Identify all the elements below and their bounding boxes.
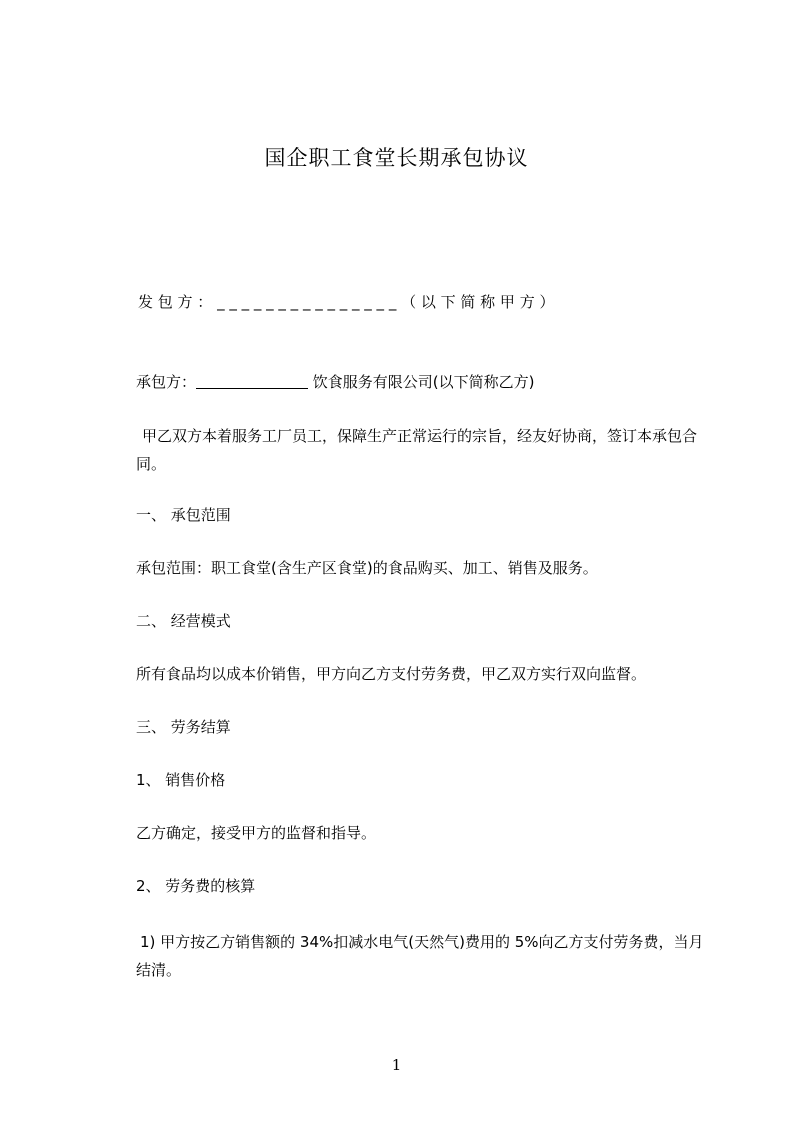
page-number: 1 <box>391 1056 402 1074</box>
party-a-line: 发 包 方 ： _ _ _ _ _ _ _ _ _ _ _ _ _ _ _ （ 以 下 简 称 甲 方 ） <box>138 293 555 311</box>
party-b-prefix: 承包方： <box>136 373 197 391</box>
section3-heading: 三、 劳务结算 <box>136 718 231 736</box>
item1-heading: 1、 销售价格 <box>136 771 226 789</box>
section2-body: 所有食品均以成本价销售，甲方向乙方支付劳务费，甲乙双方实行双向监督。 <box>136 665 647 683</box>
party-b-line <box>136 372 535 392</box>
section1-body: 承包范围：职工食堂(含生产区食堂)的食品购买、加工、销售及服务。 <box>136 559 598 577</box>
party-b-blank <box>196 374 308 389</box>
item1-body: 乙方确定，接受甲方的监督和指导。 <box>136 824 377 842</box>
intro-paragraph: 甲乙双方本着服务工厂员工，保障生产正常运行的宗旨，经友好协商，签订本承包合同。 <box>136 427 698 473</box>
party-b-suffix: 饮食服务有限公司(以下简称乙方) <box>308 373 535 391</box>
document-title: 国企职工食堂长期承包协议 <box>264 146 529 170</box>
section2-heading: 二、 经营模式 <box>136 612 231 630</box>
item2-sub1 <box>136 928 706 984</box>
section1-heading: 一、 承包范围 <box>136 506 231 524</box>
item2-sub1-text: 1) 甲方按乙方销售额的 34%扣减水电气(天然气)费用的 5%向乙方支付劳务费，当月结清。 <box>136 933 704 979</box>
item2-heading: 2、 劳务费的核算 <box>136 877 256 895</box>
